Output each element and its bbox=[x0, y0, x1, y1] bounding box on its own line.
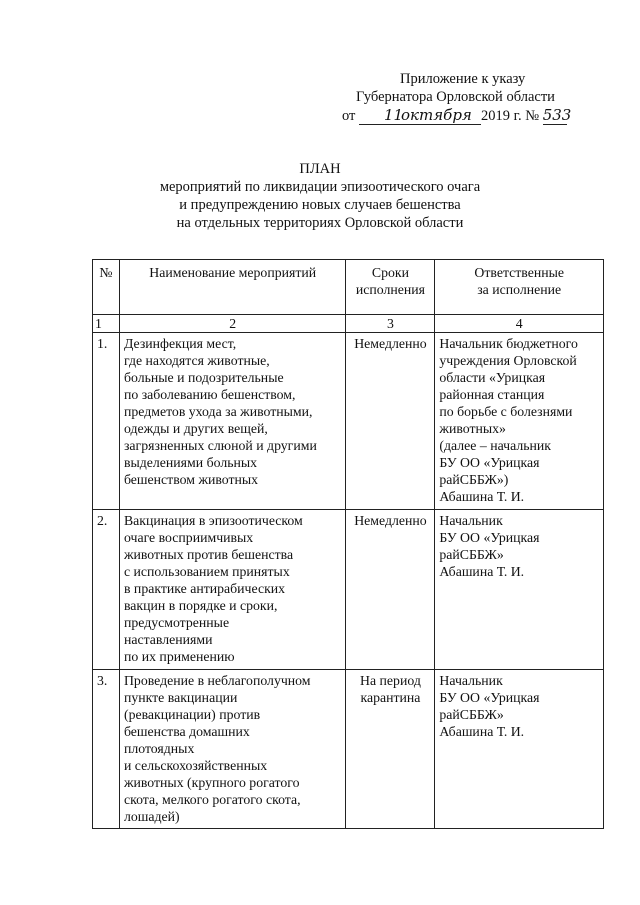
header-number: № bbox=[93, 260, 120, 315]
cell-line: в практике антирабических bbox=[123, 581, 286, 596]
header-responsible-line-2: за исполнение bbox=[477, 282, 562, 297]
header-responsible-line-1: Ответственные bbox=[474, 265, 565, 280]
cell-line: Вакцинация в эпизоотическом bbox=[123, 513, 303, 528]
cell-line: одежды и других вещей, bbox=[123, 421, 268, 436]
header-responsible bbox=[435, 260, 604, 315]
heading-line-1: мероприятий по ликвидации эпизоотического очага bbox=[159, 179, 481, 195]
cell-line: Проведение в неблагополучном bbox=[123, 673, 311, 688]
table-header-row bbox=[93, 260, 604, 315]
cell-line: Начальник бюджетного bbox=[439, 336, 578, 351]
cell-line: лошадей) bbox=[123, 809, 180, 824]
table-row bbox=[93, 510, 604, 670]
column-number: 1 bbox=[93, 315, 120, 333]
from-label: от bbox=[342, 108, 356, 124]
year-label: 2019 г. № bbox=[481, 108, 540, 124]
cell-line: Абашина Т. И. bbox=[439, 564, 525, 579]
cell-line: очаге восприимчивых bbox=[123, 530, 254, 545]
row-number: 2. bbox=[93, 510, 120, 670]
cell-line: животных против бешенства bbox=[123, 547, 294, 562]
row-number: 3. bbox=[93, 670, 120, 829]
plan-title: ПЛАН bbox=[299, 161, 341, 177]
header-deadline-line-2: исполнения bbox=[355, 282, 425, 297]
cell-line: загрязненных слюной и другими bbox=[123, 438, 317, 453]
column-number: 3 bbox=[346, 315, 435, 333]
cell-line: предусмотренные bbox=[123, 615, 230, 630]
header-action: Наименование мероприятий bbox=[119, 260, 345, 315]
cell-line: БУ ОО «Урицкая bbox=[439, 690, 540, 705]
cell-line: Немедленно bbox=[354, 336, 427, 351]
cell-line: На период bbox=[360, 673, 421, 688]
handwritten-day: 11 bbox=[359, 106, 403, 125]
cell-line: бешенства домашних bbox=[123, 724, 250, 739]
action-cell bbox=[119, 670, 345, 829]
header-deadline-line-1: Сроки bbox=[371, 265, 409, 280]
cell-line: пункте вакцинации bbox=[123, 690, 238, 705]
cell-line: скота, мелкого рогатого скота, bbox=[123, 792, 301, 807]
header-deadline bbox=[346, 260, 435, 315]
column-number: 4 bbox=[435, 315, 604, 333]
heading-line-3: на отдельных территориях Орловской области bbox=[176, 215, 464, 231]
cell-line: карантина bbox=[360, 690, 421, 705]
cell-line: животных» bbox=[439, 421, 506, 436]
responsible-cell bbox=[435, 510, 604, 670]
column-number-row bbox=[93, 315, 604, 333]
cell-line: и сельскохозяйственных bbox=[123, 758, 268, 773]
cell-line: где находятся животные, bbox=[123, 353, 270, 368]
appendix-block bbox=[342, 70, 602, 125]
cell-line: выделениями больных bbox=[123, 455, 258, 470]
heading-line-2: и предупреждению новых случаев бешенства bbox=[179, 197, 461, 213]
cell-line: вакцин в порядке и сроки, bbox=[123, 598, 278, 613]
cell-line: плотоядных bbox=[123, 741, 195, 756]
cell-line: Начальник bbox=[439, 673, 503, 688]
cell-line: наставлениями bbox=[123, 632, 213, 647]
appendix-line-2: Губернатора Орловской области bbox=[356, 89, 555, 105]
cell-line: райСББЖ» bbox=[439, 707, 504, 722]
table-row bbox=[93, 333, 604, 510]
cell-line: животных (крупного рогатого bbox=[123, 775, 300, 790]
cell-line: с использованием принятых bbox=[123, 564, 290, 579]
cell-line: Дезинфекция мест, bbox=[123, 336, 237, 351]
responsible-cell bbox=[435, 670, 604, 829]
cell-line: учреждения Орловской bbox=[439, 353, 577, 368]
cell-line: Начальник bbox=[439, 513, 503, 528]
table-row bbox=[93, 670, 604, 829]
document-heading bbox=[120, 160, 520, 232]
cell-line: бешенством животных bbox=[123, 472, 259, 487]
cell-line: по заболеванию бешенством, bbox=[123, 387, 296, 402]
handwritten-number: 533 bbox=[542, 106, 572, 124]
responsible-cell bbox=[435, 333, 604, 510]
cell-line: райСББЖ») bbox=[439, 472, 509, 487]
cell-line: Абашина Т. И. bbox=[439, 489, 525, 504]
cell-line: по борьбе с болезнями bbox=[439, 404, 573, 419]
cell-line: по их применению bbox=[123, 649, 235, 664]
cell-line: БУ ОО «Урицкая bbox=[439, 455, 540, 470]
cell-line: Абашина Т. И. bbox=[439, 724, 525, 739]
action-cell bbox=[119, 510, 345, 670]
deadline-cell bbox=[346, 670, 435, 829]
deadline-cell bbox=[346, 333, 435, 510]
row-number: 1. bbox=[93, 333, 120, 510]
cell-line: БУ ОО «Урицкая bbox=[439, 530, 540, 545]
action-cell bbox=[119, 333, 345, 510]
appendix-line-1: Приложение к указу bbox=[400, 71, 526, 87]
deadline-cell bbox=[346, 510, 435, 670]
handwritten-month: октября bbox=[401, 106, 481, 125]
cell-line: (далее – начальник bbox=[439, 438, 551, 453]
cell-line: области «Урицкая bbox=[439, 370, 546, 385]
cell-line: (ревакцинации) против bbox=[123, 707, 261, 722]
column-number: 2 bbox=[119, 315, 345, 333]
appendix-date-line bbox=[342, 106, 602, 125]
cell-line: предметов ухода за животными, bbox=[123, 404, 313, 419]
cell-line: районная станция bbox=[439, 387, 545, 402]
cell-line: Немедленно bbox=[354, 513, 427, 528]
measures-table bbox=[92, 259, 604, 829]
cell-line: райСББЖ» bbox=[439, 547, 504, 562]
cell-line: больные и подозрительные bbox=[123, 370, 284, 385]
